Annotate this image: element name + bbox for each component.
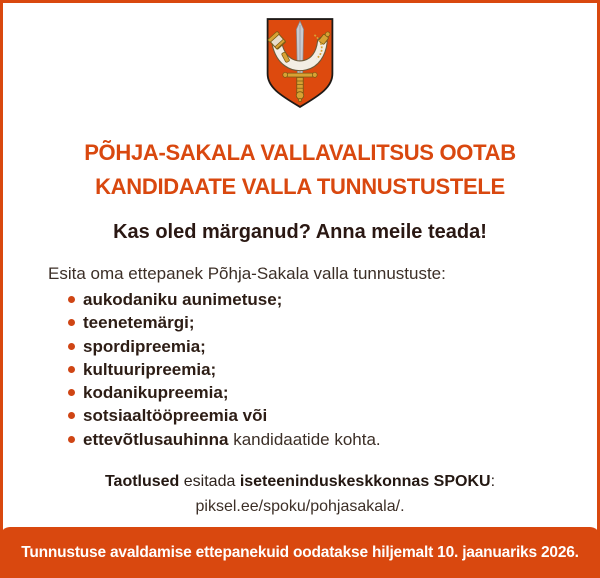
list-item-label: kodanikupreemia; xyxy=(83,383,229,403)
list-item xyxy=(83,335,597,358)
list-item xyxy=(83,311,597,334)
award-list xyxy=(3,288,597,451)
bullet-icon xyxy=(68,366,75,373)
page-title-line1: PÕHJA-SAKALA VALLAVALITSUS OOTAB xyxy=(84,140,516,165)
bullet-icon xyxy=(68,389,75,396)
list-item-label: aukodaniku aunimetuse; xyxy=(83,290,283,309)
list-item-suffix: kandidaatide kohta. xyxy=(228,429,381,449)
submission-regular-1: esitada xyxy=(179,473,240,491)
submission-url: piksel.ee/spoku/pohjasakala/. xyxy=(195,498,405,516)
submission-info xyxy=(3,469,597,519)
list-item-label: teenetemärgi; xyxy=(83,313,195,333)
page-title xyxy=(3,136,597,204)
submission-bold-1: Taotlused xyxy=(104,473,180,491)
list-item-label: kultuuripreemia; xyxy=(83,359,217,379)
page-title-line2: KANDIDAATE VALLA TUNNUSTUSTELE xyxy=(95,174,505,199)
list-item xyxy=(83,288,597,311)
intro-text: Esita oma ettepanek Põhja-Sakala valla tunnustuste: xyxy=(48,264,446,283)
submission-regular-2: : xyxy=(490,473,496,491)
list-item xyxy=(83,358,597,381)
list-item xyxy=(83,381,597,404)
bullet-icon xyxy=(68,412,75,419)
list-item-label: spordipreemia; xyxy=(83,336,206,356)
list-item-label: sotsiaaltööpreemia või xyxy=(83,406,268,426)
bullet-icon xyxy=(68,296,75,303)
bullet-icon xyxy=(68,319,75,326)
subtitle: Kas oled märganud? Anna meile teada! xyxy=(113,221,487,243)
list-item xyxy=(83,404,597,427)
list-item-label: ettevõtlusauhinna xyxy=(83,429,229,449)
bullet-icon xyxy=(68,436,75,443)
deadline-text: Tunnustuse avaldamise ettepanekuid oodatakse hiljemalt 10. jaanuariks 2026. xyxy=(21,543,579,561)
coat-of-arms-icon xyxy=(264,16,336,110)
deadline-banner xyxy=(0,527,600,578)
list-item xyxy=(83,428,597,451)
submission-bold-2: iseteeninduskeskkonnas SPOKU xyxy=(239,473,491,491)
bullet-icon xyxy=(68,343,75,350)
